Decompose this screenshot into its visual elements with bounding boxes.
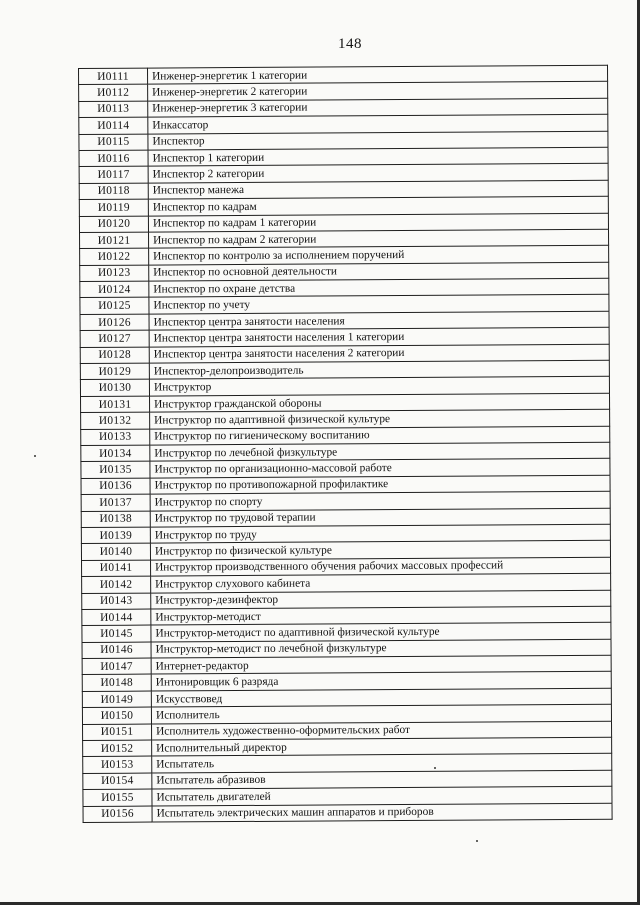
occupation-name-cell: Инструктор по спорту [150,491,610,510]
occupation-code-cell: И0151 [83,724,152,741]
occupation-name-cell: Инспектор по учету [149,295,609,314]
occupation-name-cell: Интернет-редактор [151,655,611,674]
occupation-name-cell: Инспектор 1 категории [148,147,608,166]
scan-speck [434,767,436,769]
occupation-code-cell: И0113 [79,101,148,118]
occupation-code-cell: И0131 [81,396,150,413]
occupation-name-cell: Инструктор по трудовой терапии [150,508,610,527]
occupation-code-cell: И0124 [80,281,149,298]
occupation-name-cell: Исполнительный директор [152,737,612,756]
occupation-name-cell: Инкассатор [148,114,608,133]
occupation-code-cell: И0153 [83,756,152,773]
occupation-name-cell: Испытатель абразивов [152,770,612,789]
occupation-name-cell: Интонировщик 6 разряда [151,672,611,691]
occupation-name-cell: Инспектор по кадрам [148,196,608,215]
occupation-code-cell: И0128 [80,347,149,364]
occupation-name-cell: Инспектор по охране детства [149,278,609,297]
occupation-code-cell: И0147 [82,658,151,675]
occupation-code-cell: И0152 [83,740,152,757]
occupation-code-cell: И0129 [80,363,149,380]
occupation-code-cell: И0118 [79,183,148,200]
occupation-name-cell: Инструктор по адаптивной физической культуре [150,409,610,428]
occupation-table-container [78,65,613,823]
occupation-name-cell: Инструктор-методист по адаптивной физической культуре [151,623,611,642]
occupation-code-cell: И0112 [79,84,148,101]
occupation-name-cell: Инспектор центра занятости населения 1 категории [149,328,609,347]
occupation-code-cell: И0130 [80,379,149,396]
occupation-name-cell: Инспектор [148,131,608,150]
occupation-name-cell: Искусствовед [151,688,611,707]
occupation-code-cell: И0120 [79,216,148,233]
occupation-name-cell: Инструктор по противопожарной профилактике [150,475,610,494]
occupation-code-cell: И0143 [82,593,151,610]
occupation-name-cell: Инженер-энергетик 1 категории [148,65,608,84]
occupation-code-table [78,65,613,823]
occupation-code-cell: И0150 [82,707,151,724]
occupation-code-cell: И0145 [82,625,151,642]
occupation-code-cell: И0111 [79,68,148,85]
occupation-name-cell: Инструктор [149,377,609,396]
table-row [83,803,612,823]
occupation-name-cell: Инструктор по физической культуре [150,541,610,560]
occupation-code-cell: И0136 [81,478,150,495]
occupation-code-cell: И0148 [82,675,151,692]
occupation-name-cell: Инструктор по гигиеническому воспитанию [150,426,610,445]
occupation-name-cell: Инструктор по организационно-массовой работе [150,459,610,478]
occupation-name-cell: Инструктор производственного обучения рабочих массовых профессий [151,557,611,576]
occupation-code-cell: И0141 [82,560,151,577]
occupation-name-cell: Инструктор-методист [151,606,611,625]
occupation-code-cell: И0126 [80,314,149,331]
scan-speck [476,840,478,842]
occupation-name-cell: Инспектор по основной деятельности [149,262,609,281]
occupation-code-cell: И0135 [81,461,150,478]
occupation-code-cell: И0146 [82,642,151,659]
occupation-code-cell: И0156 [83,806,152,823]
occupation-name-cell: Инспектор по кадрам 2 категории [149,229,609,248]
occupation-code-cell: И0137 [81,494,150,511]
occupation-code-cell: И0114 [79,117,148,134]
occupation-name-cell: Инспектор центра занятости населения [149,311,609,330]
occupation-name-cell: Инструктор-дезинфектор [151,590,611,609]
occupation-code-cell: И0117 [79,166,148,183]
occupation-code-cell: И0115 [79,134,148,151]
occupation-code-cell: И0125 [80,298,149,315]
occupation-name-cell: Инженер-энергетик 2 категории [148,82,608,101]
occupation-name-cell: Исполнитель [151,704,611,723]
occupation-code-cell: И0127 [80,330,149,347]
occupation-code-cell: И0119 [79,199,148,216]
table-body [79,65,613,822]
scan-speck [34,455,36,457]
occupation-name-cell: Инспектор-делопроизводитель [149,360,609,379]
occupation-name-cell: Инспектор манежа [148,180,608,199]
occupation-code-cell: И0149 [82,691,151,708]
occupation-name-cell: Инструктор по лечебной физкультуре [150,442,610,461]
occupation-code-cell: И0122 [80,248,149,265]
occupation-code-cell: И0144 [82,609,151,626]
occupation-code-cell: И0133 [81,429,150,446]
occupation-code-cell: И0116 [79,150,148,167]
occupation-name-cell: Инспектор 2 категории [148,164,608,183]
occupation-code-cell: И0134 [81,445,150,462]
occupation-name-cell: Инструктор гражданской обороны [150,393,610,412]
occupation-name-cell: Испытатель электрических машин аппаратов и приборов [152,803,612,822]
occupation-name-cell: Инженер-энергетик 3 категории [148,98,608,117]
occupation-name-cell: Инспектор центра занятости населения 2 категории [149,344,609,363]
occupation-code-cell: И0138 [81,511,150,528]
occupation-code-cell: И0155 [83,789,152,806]
occupation-name-cell: Испытатель двигателей [152,786,612,805]
occupation-code-cell: И0142 [82,576,151,593]
occupation-name-cell: Инструктор-методист по лечебной физкультуре [151,639,611,658]
occupation-code-cell: И0139 [81,527,150,544]
occupation-name-cell: Инспектор по кадрам 1 категории [148,213,608,232]
occupation-name-cell: Испытатель [152,754,612,773]
occupation-name-cell: Инструктор слухового кабинета [151,573,611,592]
occupation-name-cell: Исполнитель художественно-оформительских работ [152,721,612,740]
occupation-code-cell: И0154 [83,773,152,790]
occupation-code-cell: И0132 [81,412,150,429]
occupation-code-cell: И0123 [80,265,149,282]
occupation-name-cell: Инспектор по контролю за исполнением поручений [149,246,609,265]
page-number: 148 [338,36,362,52]
occupation-name-cell: Инструктор по труду [150,524,610,543]
occupation-code-cell: И0140 [81,543,150,560]
occupation-code-cell: И0121 [80,232,149,249]
